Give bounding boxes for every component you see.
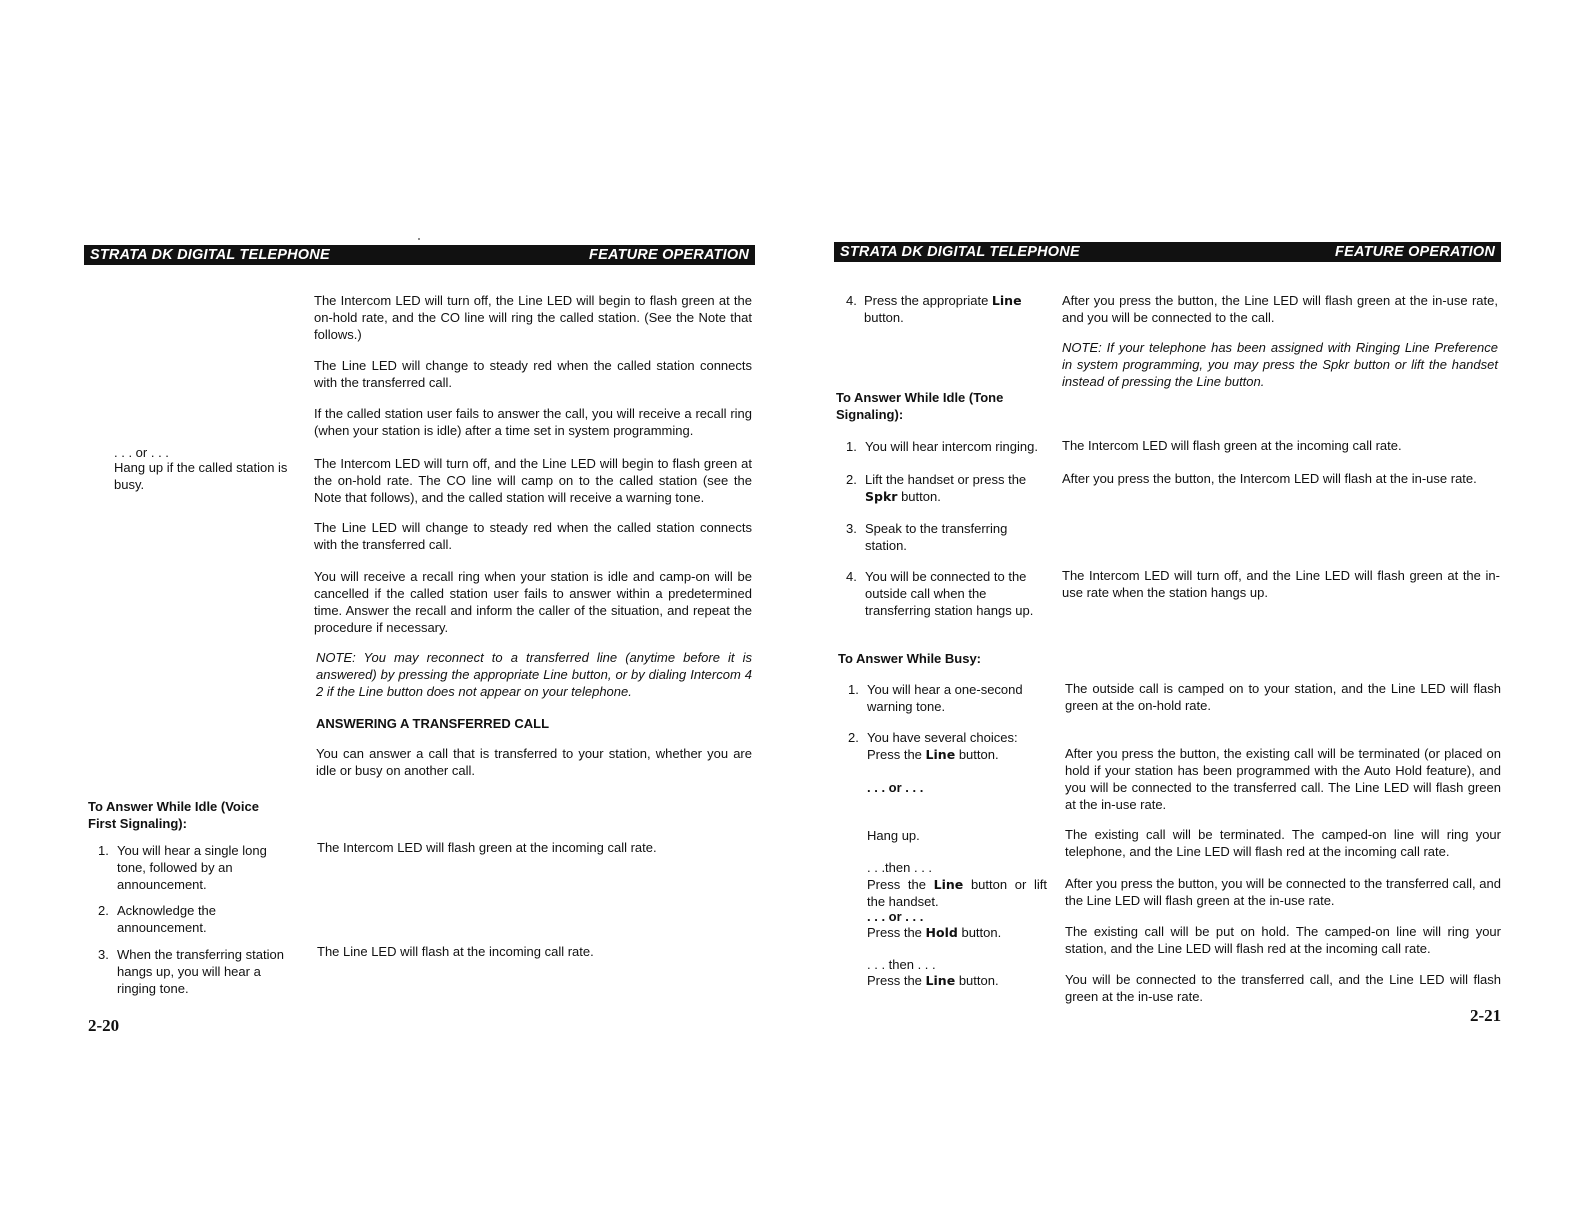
line-key-label: Line [925, 973, 956, 988]
busy-result-e: You will be connected to the transferred call, and the Line LED will flash green at the in-use rate. [1065, 972, 1501, 1004]
left-hangup-if-busy: Hang up if the called station is busy. [114, 460, 288, 492]
left-header-section: FEATURE OPERATION [589, 247, 749, 263]
step-number: 2. [98, 903, 109, 918]
voice-signaling-heading: To Answer While Idle (Voice First Signaling): [88, 799, 259, 831]
left-note: NOTE: You may reconnect to a transferred line (anytime before it is answered) by pressing the appropriate Line button, or by dialing Intercom 4 2 if the Line button does not appear on your telephone. [316, 650, 752, 699]
spkr-key-label: Spkr [865, 489, 898, 504]
step-text: Acknowledge the announcement. [117, 903, 217, 935]
left-or-label: . . . or . . . [114, 445, 169, 460]
hold-text-b: button. [961, 925, 1002, 940]
press-line-option [867, 746, 1047, 763]
left-header-title: STRATA DK DIGITAL TELEPHONE [90, 247, 330, 263]
left-p2: The Line LED will change to steady red when the called station connects with the transferred call. [314, 358, 752, 390]
left-p5: The Line LED will change to steady red when the called station connects with the transferred call. [314, 520, 752, 552]
voice-step-1-result: The Intercom LED will flash green at the incoming call rate. [317, 840, 657, 855]
right-header-title: STRATA DK DIGITAL TELEPHONE [840, 244, 1080, 260]
busy-then-2: . . . then . . . [867, 957, 936, 972]
step-number: 4. [846, 569, 857, 584]
busy-result-a: After you press the button, the existing call will be terminated (or placed on hold if your station has been programmed with the Auto Hold feature), and you will be connected to the transferred call. The Line LED will flash green at the in-use rate. [1065, 746, 1501, 812]
left-section-title: ANSWERING A TRANSFERRED CALL [316, 716, 550, 731]
line-key-label: Line [933, 877, 964, 892]
left-page-number: 2-20 [88, 1016, 120, 1035]
press-text-a: Press the [867, 747, 922, 762]
busy-then-1: . . .then . . . [867, 860, 933, 875]
line-key-label: Line [991, 293, 1022, 308]
step-number: 4. [846, 293, 857, 308]
busy-or-1: . . . or . . . [867, 780, 924, 795]
press-text-b: button or lift the handset. [867, 877, 1047, 909]
step-text: You will be connected to the outside call when the transferring station hangs up. [865, 569, 1034, 618]
step-number: 1. [848, 682, 859, 697]
press-text-a: Press the [867, 877, 926, 892]
hold-key-label: Hold [925, 925, 958, 940]
step-text: You will hear intercom ringing. [865, 439, 1038, 454]
step-text-a: Lift the handset or press the [865, 472, 1027, 487]
step-text: When the transferring station hangs up, you will hear a ringing tone. [117, 947, 284, 996]
step-number: 2. [848, 730, 859, 745]
step-text: You will hear a one-second warning tone. [867, 682, 1023, 714]
step-text [865, 471, 1045, 505]
tone-step-1-result: The Intercom LED will flash green at the incoming call rate. [1062, 438, 1402, 453]
press-text-b: button. [958, 973, 999, 988]
left-p6: You will receive a recall ring when your station is idle and camp-on will be cancelled if the called station user fails to answer within a predetermined time. Answer the recall and inform the caller of the situation, and repeat the procedure if necessary. [314, 569, 752, 635]
step-number: 2. [846, 472, 857, 487]
busy-heading: To Answer While Busy: [838, 651, 982, 666]
press-line-or-lift-option [867, 876, 1047, 910]
hold-text-a: Press the [867, 925, 922, 940]
left-p3: If the called station user fails to answer the call, you will receive a recall ring (when your station is idle) after a time set in system programming. [314, 406, 752, 438]
step-number: 1. [98, 843, 109, 858]
right-note: NOTE: If your telephone has been assigned with Ringing Line Preference in system programming, you may press the Spkr button or lift the handset instead of pressing the Line button. [1062, 340, 1498, 389]
hangup-option: Hang up. [867, 828, 920, 843]
press-text-a: Press the [867, 973, 922, 988]
step-4-result: After you press the button, the Line LED will flash green at the in-use rate, and you will be connected to the call. [1062, 293, 1498, 325]
step-number: 1. [846, 439, 857, 454]
right-header-bar [834, 242, 1501, 262]
left-section-intro: You can answer a call that is transferred to your station, whether you are idle or busy on another call. [316, 746, 752, 778]
step-text: You will hear a single long tone, followed by an announcement. [117, 843, 267, 892]
step-number: 3. [98, 947, 109, 962]
busy-result-b: The existing call will be terminated. The camped-on line will ring your telephone, and the Line LED will flash red at the incoming call rate. [1065, 827, 1501, 859]
press-text-b: button. [958, 747, 999, 762]
step-text-a: Press the appropriate [864, 293, 989, 308]
step-text-b: button. [901, 489, 941, 504]
voice-step-3-result: The Line LED will flash at the incoming call rate. [317, 944, 594, 959]
left-p1: The Intercom LED will turn off, the Line LED will begin to flash green at the on-hold rate, and the CO line will ring the called station. (See the Note that follows.) [314, 293, 752, 342]
tone-step-2-result: After you press the button, the Intercom LED will flash at the in-use rate. [1062, 471, 1477, 486]
right-page-number: 2-21 [1470, 1006, 1502, 1025]
busy-result-d: The existing call will be put on hold. The camped-on line will ring your station, and the Line LED will flash red at the incoming call rate. [1065, 924, 1501, 956]
press-line-final-option [867, 972, 1047, 989]
left-header-bar [84, 245, 755, 265]
left-p4: The Intercom LED will turn off, and the Line LED will begin to flash green at the on-hold rate. The CO line will camp on to the called station (see the Note that follows), and the called station will receive a warning tone. [314, 456, 752, 505]
step-text [864, 292, 1044, 326]
line-key-label: Line [925, 747, 956, 762]
busy-or-2: . . . or . . . [867, 909, 924, 924]
press-hold-option [867, 924, 1047, 941]
step-text-b: button. [864, 310, 904, 325]
tone-signaling-heading: To Answer While Idle (Tone Signaling): [836, 390, 1004, 422]
busy-result-c: After you press the button, you will be connected to the transferred call, and the Line LED will flash green at the in-use rate. [1065, 876, 1501, 908]
step-text: Speak to the transferring station. [865, 521, 1008, 553]
tone-step-4-result: The Intercom LED will turn off, and the Line LED will flash green at the in-use rate when the station hangs up. [1062, 568, 1500, 600]
right-header-section: FEATURE OPERATION [1335, 244, 1495, 260]
step-number: 3. [846, 521, 857, 536]
step-intro: You have several choices: [867, 730, 1018, 745]
stray-dot [418, 238, 420, 240]
busy-step-1-result: The outside call is camped on to your station, and the Line LED will flash green at the on-hold rate. [1065, 681, 1501, 713]
